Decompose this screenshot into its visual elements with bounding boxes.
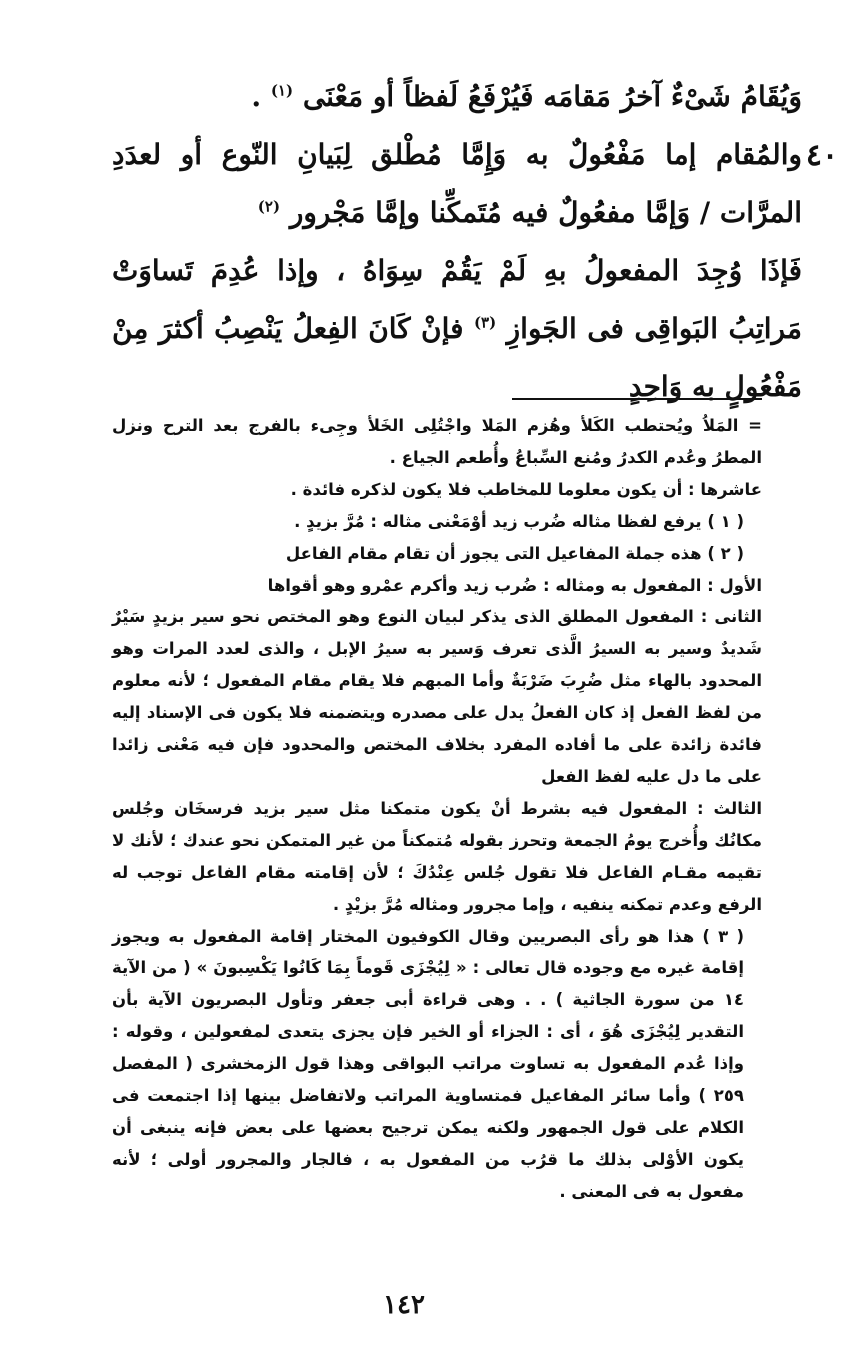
footnote-1: ( ١ ) يرفع لفظا مثاله ضُرب زيد أوْمَعْنى مثاله : مُرَّ بزيدٍ . [294,511,744,531]
footnote-2-second: الثانى : المفعول المطلق الذى يذكر لبيان النوع وهو المختص نحو سير بزيدٍ سَيْرٌ شَديدٌ وسير به السيرُ الَّذى تعرف وَسير به سيرُ الإبل ، والذى لعدد المرات وهو المحدود بالهاء مثل ضُرِبَ ضَرْبَةٌ وأما المبهم فلا يقام مقام المفعول ؛ لأنه معلوم من لفظ الفعل إذ كان الفعلُ يدل على مصدره ويتضمنه فلا يكون فى الإسناد إليه فائدة زائدة على ما أفاده المفرد بخلاف المختص والمحدود فإن فيه مَعْنى زائدا على ما دل عليه لفظ الفعل [112,607,762,786]
footnote-tenth: عاشرها : أن يكون معلوما للمخاطب فلا يكون لذكره فائدة . [290,479,762,499]
main-line-1-text: وَيُقَامُ شَىْءٌ آخرُ مَقامَه فَيُرْفَعُ لَفظاً أو مَعْنَى [302,80,802,113]
main-line-3 [112,242,802,416]
main-text [112,68,802,416]
page-number: ١٤٢ [383,1290,425,1320]
footnote-ref-1: (١) [270,81,294,100]
main-line-1: وَيُقَامُ شَىْءٌ آخرُ مَقامَه فَيُرْفَعُ لَفظاً أو مَعْنَى $^{(١)}$ . [251,80,802,113]
footnote-3: ( ٣ ) هذا هو رأى البصريين وقال الكوفيون المختار إقامة المفعول به ويجوز إقامة غيره مع وجوده قال تعالى : « لِيُجْزَى قَوماً بِمَا كَانُوا يَكْسِبونَ » ( من الآية ١٤ من سورة الجاثية ) . . وهى قراءة أبى جعفر وتأول البصريون الآية بأن التقدير لِيُجْزَى هُوَ ، أى : الجزاء أو الخير فإن يجزى يتعدى لمفعولين ، وقوله : وإذا عُدم المفعول به تساوت مراتب البواقى وهذا قول الزمخشرى ( المفصل ٢٥٩ ) وأما سائر المفاعيل فمتساوية المراتب ولاتفاضل بينها إذا اجتمعت فى الكلام على قول الجمهور ولكنه يمكن ترجيح بعضها على بعض فإنه ينبغى أن يكون الأوْلى بذلك ما قرُب من المفعول به ، فالجار والمجرور أولى ؛ لأنه مفعول به فى المعنى . [112,926,744,1201]
verse-number: ٤٠ [805,138,839,173]
main-line-2-text: والمُقام إما مَفْعُولٌ به وَإِمَّا مُطْلق لِبَيانِ النّوع أو لعدَدِ المرَّات / وَإمَّا مفعُولٌ فيه مُتَمكِّنا وإمَّا مَجْرور [112,138,802,229]
footnotes [112,410,762,1208]
footnote-2: ( ٢ ) هذه جملة المفاعيل التى يجوز أن تقام مقام الفاعل [285,543,744,563]
main-line-3-text: فَإذَا وُجِدَ المفعولُ بهِ لَمْ يَقُمْ سِوَاهُ ، وإذا عُدِمَ تَساوَتْ مَراتِبُ البَواقِى فى الجَوازِ [112,254,803,345]
footnote-2-first: الأول : المفعول به ومثاله : ضُرب زيد وأكرم عمْرو وهو أقواها [267,575,762,595]
main-line-3-continuation: فإنْ كَانَ الفِعلُ يَنْصِبُ أكثرَ مِنْ مَفْعُولٍ به وَاحِدٍ [112,312,802,403]
footnote-2-third: الثالث : المفعول فيه بشرط أنْ يكون متمكنا مثل سير بزيد فرسخَان وجُلس مكانُك وأُخرج يومُ الجمعة وتحرز بقوله مُتمكناً من غير المتمكن نحو عندك ؛ لأنك لا تقيمه مقـام الفاعل فلا تقول جُلس عِنْدُكَ ؛ لأن إقامته مقام الفاعل توجب له الرفع وعدم تمكنه ينفيه ، وإما مجرور ومثاله مُرَّ بزيْدٍ . [112,798,762,914]
footnote-ref-2: (٢) [257,197,281,216]
footnote-continuation: = المَلاُ ويُحتطب الكَلأ وهُزم المَلا واجْتُلِى الخَلأ وجِىء بالفرج بعد الترح ونزل المطرُ وعُدم الكدرُ ومُنع السِّباعُ وأُطعم الجياع . [112,416,762,467]
footnote-separator [512,398,762,400]
footnote-ref-3: (٣) [473,313,497,332]
main-line-2 [112,126,802,242]
